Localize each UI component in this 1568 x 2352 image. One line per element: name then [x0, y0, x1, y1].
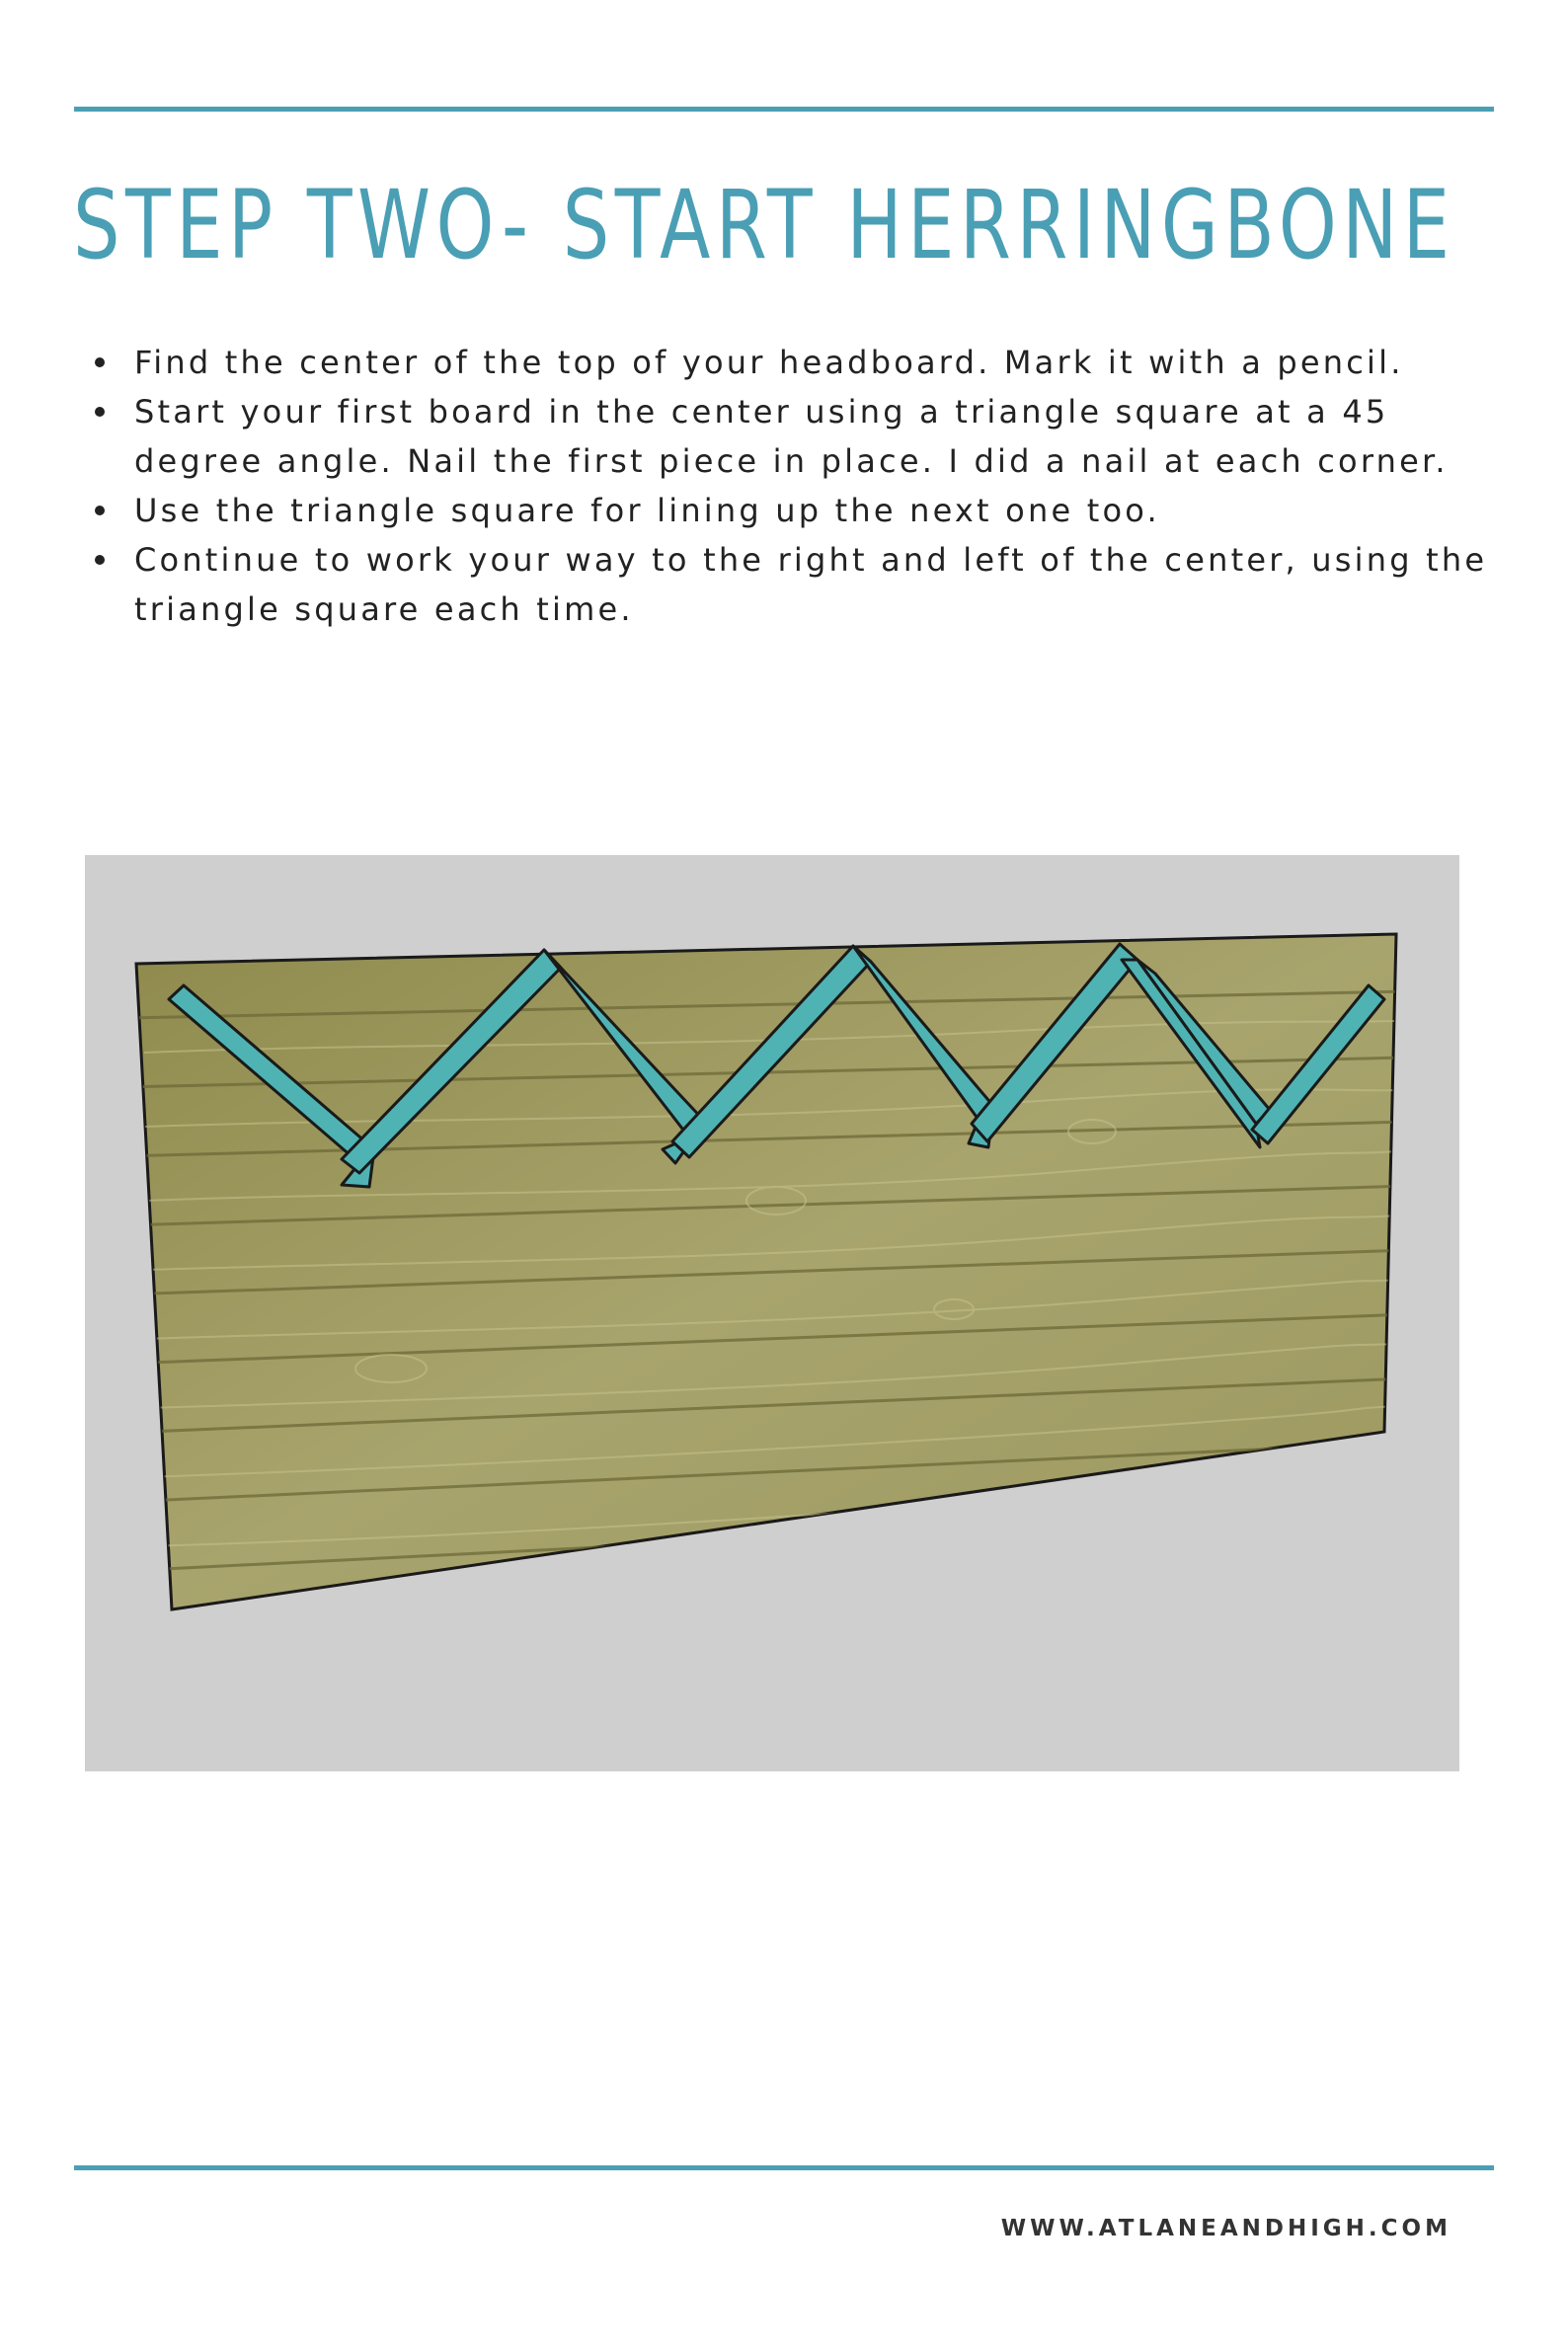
list-item [89, 338, 1491, 387]
step-text: Use the triangle square for lining up the next one too. [134, 492, 1160, 529]
list-item [89, 387, 1491, 486]
bullet-icon [95, 506, 105, 515]
headboard-drawing [85, 855, 1459, 1771]
page-title: STEP TWO- START HERRINGBONE [73, 170, 1455, 280]
instruction-list [89, 338, 1491, 634]
step-text: Start your first board in the center using a triangle square at a 45 degree angle. Nail the first piece in place. I did a nail at each corner. [134, 393, 1449, 480]
bottom-divider [74, 2165, 1494, 2170]
list-item [89, 486, 1491, 535]
top-divider [74, 107, 1494, 112]
bullet-icon [95, 555, 105, 565]
headboard-illustration [85, 855, 1459, 1771]
list-item [89, 535, 1491, 634]
bullet-icon [95, 407, 105, 417]
step-text: Find the center of the top of your headboard. Mark it with a pencil. [134, 344, 1404, 381]
bullet-icon [95, 357, 105, 367]
website-url: WWW.ATLANEANDHIGH.COM [1000, 2216, 1451, 2241]
step-text: Continue to work your way to the right and left of the center, using the triangle square each time. [134, 541, 1488, 628]
